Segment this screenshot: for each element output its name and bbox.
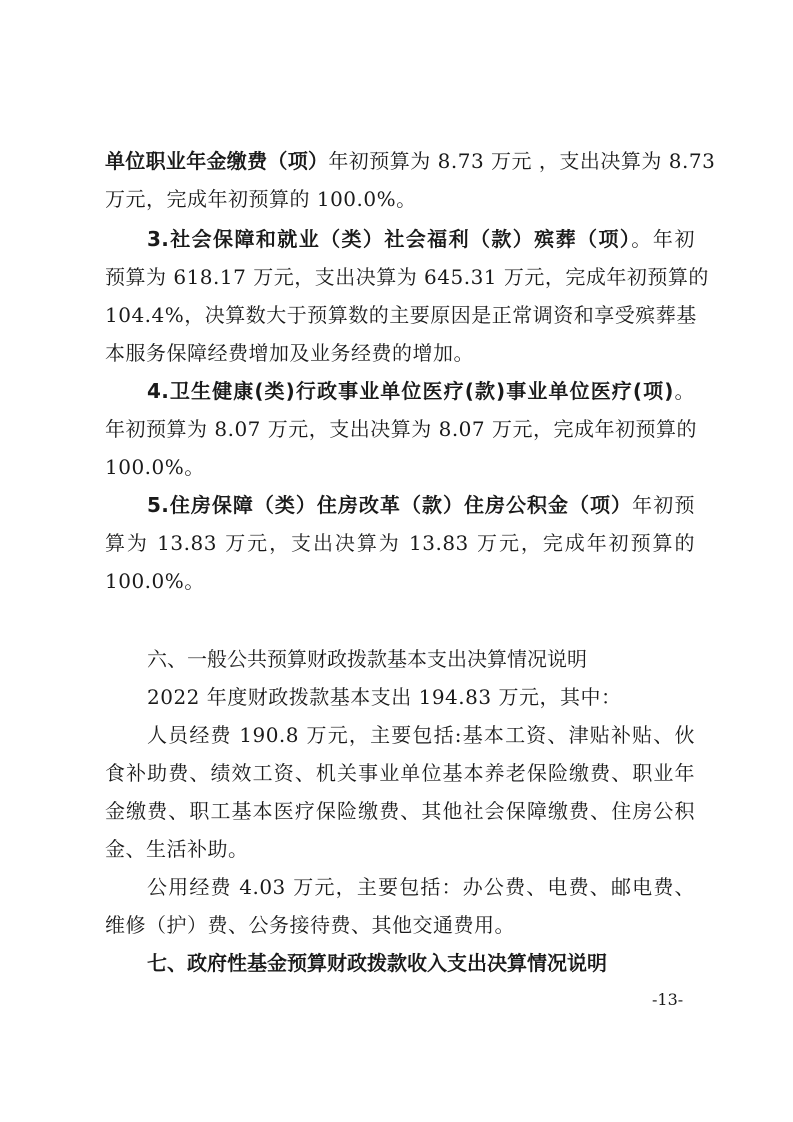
- paragraph-line: 公用经费 4.03 万元，主要包括：办公费、电费、邮电费、: [147, 875, 695, 899]
- paragraph-line: 预算为 618.17 万元，支出决算为 645.31 万元，完成年初预算的: [105, 265, 709, 289]
- page-number: -13-: [652, 990, 684, 1009]
- paragraph-line: 本服务保障经费增加及业务经费的增加。: [105, 341, 474, 365]
- paragraph-line: 3.社会保障和就业（类）社会福利（款）殡葬（项）。年初: [147, 227, 696, 251]
- paragraph-line: 维修（护）费、公务接待费、其他交通费用。: [105, 913, 515, 937]
- paragraph-line: 100.0%。: [105, 569, 205, 593]
- paragraph-line: 100.0%。: [105, 455, 205, 479]
- item-heading-bold: 5.住房保障（类）住房改革（款）住房公积金（项）: [147, 493, 633, 517]
- paragraph-line: 食补助费、绩效工资、机关事业单位基本养老保险缴费、职业年: [105, 761, 695, 785]
- item-3: [105, 220, 709, 372]
- paragraph-line: 单位职业年金缴费（项）年初预算为 8.73 万元 ，支出决算为 8.73: [105, 149, 716, 173]
- paragraph-line: 5.住房保障（类）住房改革（款）住房公积金（项）年初预: [147, 493, 696, 517]
- paragraph-line: 年初预算为 8.07 万元，支出决算为 8.07 万元，完成年初预算的: [105, 417, 697, 441]
- paragraph-line: 算为 13.83 万元，支出决算为 13.83 万元，完成年初预算的: [105, 531, 695, 555]
- item-4: [105, 372, 695, 486]
- item-heading-bold: 3.社会保障和就业（类）社会福利（款）殡葬（项）: [147, 227, 632, 251]
- item-heading-bold: 4.卫生健康(类)行政事业单位医疗(款)事业单位医疗(项): [147, 379, 674, 403]
- paragraph-line: 104.4%，决算数大于预算数的主要原因是正常调资和享受殡葬基: [105, 303, 697, 327]
- item-2-continuation: [105, 142, 716, 218]
- section-6-body: [105, 678, 695, 944]
- section-6-heading: 六、一般公共预算财政拨款基本支出决算情况说明: [147, 647, 587, 671]
- section-7-heading: 七、政府性基金预算财政拨款收入支出决算情况说明: [147, 951, 607, 975]
- item-5: [105, 486, 695, 600]
- paragraph-line: 2022 年度财政拨款基本支出 194.83 万元，其中：: [147, 685, 622, 709]
- item-heading-bold: 单位职业年金缴费（项）: [105, 149, 329, 173]
- paragraph-line: 金缴费、职工基本医疗保险缴费、其他社会保障缴费、住房公积: [105, 799, 695, 823]
- paragraph-line: 万元，完成年初预算的 100.0%。: [105, 187, 417, 211]
- paragraph-line: 金、生活补助。: [105, 837, 249, 861]
- paragraph-line: 4.卫生健康(类)行政事业单位医疗(款)事业单位医疗(项)。: [147, 379, 696, 403]
- paragraph-line: 人员经费 190.8 万元，主要包括:基本工资、津贴补贴、伙: [147, 723, 695, 747]
